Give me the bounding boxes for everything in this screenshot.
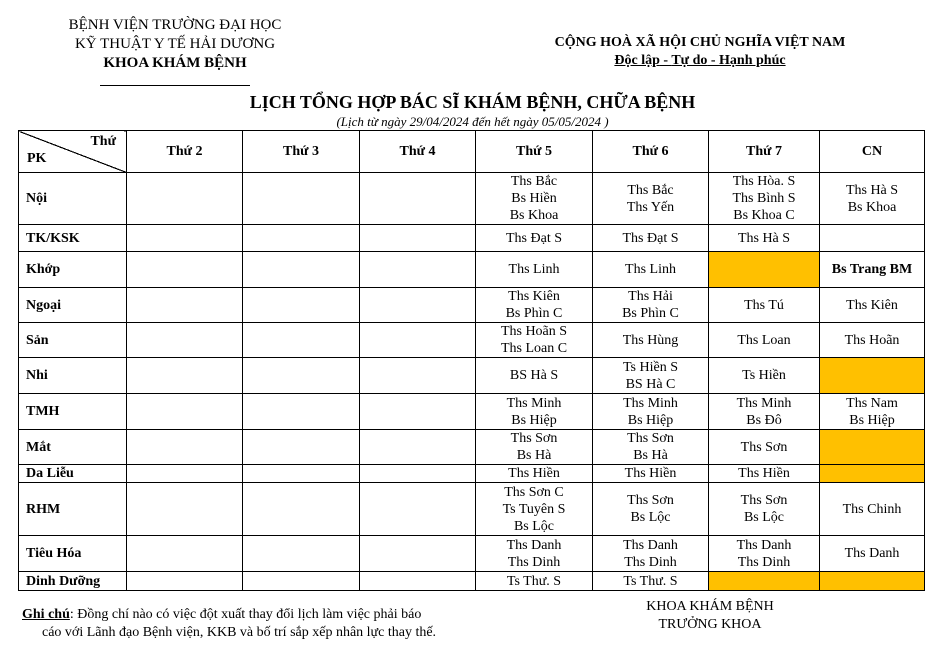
- schedule-cell-mat-thu2: [127, 430, 243, 465]
- national-header: [520, 34, 880, 70]
- hospital-name-line2: KỸ THUẬT Y TẾ HẢI DƯƠNG: [74, 36, 276, 52]
- doctor-name: Ths Bình S: [732, 191, 796, 206]
- schedule-cell-da-lieu-cn: [820, 465, 925, 483]
- doctor-name: Ths Hoãn S: [500, 324, 568, 339]
- doctor-name: Bs Hiền: [511, 191, 557, 206]
- col-header-thu7: Thứ 7: [709, 131, 820, 173]
- schedule-cell-nhi-thu4: [360, 358, 476, 394]
- clinic-name-rhm: RHM: [19, 483, 127, 536]
- schedule-cell-dinh-duong-thu5: [476, 572, 593, 591]
- clinic-name-noi: Nội: [19, 173, 127, 225]
- schedule-cell-tk-ksk-thu7: [709, 225, 820, 252]
- doctor-name: Ths Bắc: [510, 174, 558, 189]
- doctor-name: Ths Dinh: [737, 554, 791, 570]
- clinic-name-tieu-hoa: Tiêu Hóa: [19, 536, 127, 572]
- motto-separator-1: -: [659, 53, 672, 68]
- doctor-name: Ths Minh: [623, 395, 678, 411]
- doctor-name: Bs Lộc: [630, 510, 671, 525]
- schedule-cell-tmh-thu3: [243, 394, 360, 430]
- doctor-name: Ths Hòa. S: [732, 174, 796, 189]
- doctor-name: Bs Phìn C: [622, 306, 679, 321]
- department-name: KHOA KHÁM BỆNH: [103, 55, 247, 71]
- schedule-cell-ngoai-thu3: [243, 288, 360, 323]
- schedule-cell-noi-cn: [820, 173, 925, 225]
- schedule-cell-noi-thu7: [709, 173, 820, 225]
- doctor-name: Ths Danh: [844, 546, 900, 561]
- doctor-name: Ths Minh: [736, 395, 792, 411]
- schedule-cell-tk-ksk-cn: [820, 225, 925, 252]
- schedule-table: [18, 130, 925, 591]
- motto-independence: Độc lập: [614, 53, 660, 68]
- table-row: [19, 465, 925, 483]
- motto-separator-2: -: [707, 53, 720, 68]
- doctor-name: Ths Đạt S: [506, 230, 562, 246]
- schedule-cell-da-lieu-thu5: [476, 465, 593, 483]
- schedule-cell-nhi-thu6: [593, 358, 709, 394]
- clinic-name-dinh-duong: Dinh Dưỡng: [19, 572, 127, 591]
- schedule-cell-rhm-thu3: [243, 483, 360, 536]
- schedule-cell-noi-thu6: [593, 173, 709, 225]
- schedule-cell-da-lieu-thu3: [243, 465, 360, 483]
- schedule-cell-noi-thu4: [360, 173, 476, 225]
- doctor-name: Bs Hà: [633, 448, 668, 463]
- schedule-cell-rhm-thu4: [360, 483, 476, 536]
- doctor-name: BS Hà S: [509, 368, 559, 383]
- schedule-cell-dinh-duong-cn: [820, 572, 925, 591]
- schedule-cell-nhi-thu3: [243, 358, 360, 394]
- schedule-cell-tk-ksk-thu4: [360, 225, 476, 252]
- clinic-name-ngoai: Ngoại: [19, 288, 127, 323]
- schedule-title: LỊCH TỔNG HỢP BÁC SĨ KHÁM BỆNH, CHỮA BỆNH: [249, 92, 696, 112]
- clinic-name-khop: Khớp: [19, 252, 127, 288]
- schedule-cell-rhm-thu7: [709, 483, 820, 536]
- clinic-name-san: Sản: [19, 323, 127, 358]
- doctor-name: Ths Hùng: [622, 332, 679, 348]
- hospital-header: [40, 16, 310, 92]
- doctor-name: Ths Loan: [737, 332, 791, 348]
- schedule-cell-khop-thu5: [476, 252, 593, 288]
- doctor-name: Ths Tú: [744, 297, 784, 313]
- table-row: [19, 483, 925, 536]
- doctor-name: Ths Sơn: [740, 439, 788, 455]
- schedule-cell-rhm-cn: [820, 483, 925, 536]
- doctor-name: Ths Sơn: [510, 431, 558, 446]
- doctor-name: Ths Linh: [508, 262, 560, 277]
- schedule-cell-noi-thu5: [476, 173, 593, 225]
- schedule-cell-da-lieu-thu7: [709, 465, 820, 483]
- doctor-name: Ths Dinh: [507, 554, 561, 570]
- schedule-cell-tk-ksk-thu5: [476, 225, 593, 252]
- doctor-name: Ths Sơn: [740, 493, 788, 508]
- schedule-cell-nhi-thu5: [476, 358, 593, 394]
- doctor-name: Ths Minh: [506, 395, 562, 411]
- col-header-thu3: Thứ 3: [243, 131, 360, 173]
- doctor-name: Ths Chinh: [842, 501, 902, 517]
- col-header-cn: CN: [820, 131, 925, 173]
- doctor-name: Ths Đạt S: [622, 230, 679, 246]
- doctor-name: Ths Dinh: [624, 554, 677, 570]
- schedule-cell-khop-thu6: [593, 252, 709, 288]
- schedule-cell-tieu-hoa-thu5: [476, 536, 593, 572]
- doctor-name: Bs Hà: [516, 448, 552, 463]
- schedule-cell-tmh-thu6: [593, 394, 709, 430]
- doctor-name: Ths Kiên: [508, 289, 560, 304]
- doctor-name: Bs Hiệp: [511, 412, 557, 428]
- clinic-name-tk-ksk: TK/KSK: [19, 225, 127, 252]
- schedule-cell-tk-ksk-thu6: [593, 225, 709, 252]
- doctor-name: Ts Thư. S: [623, 573, 678, 589]
- doctor-name: Ths Danh: [736, 537, 792, 553]
- schedule-cell-tieu-hoa-thu4: [360, 536, 476, 572]
- doctor-name: Ths Loan C: [500, 341, 568, 356]
- hospital-name-line1: BỆNH VIỆN TRƯỜNG ĐẠI HỌC: [68, 17, 282, 33]
- schedule-cell-tieu-hoa-thu3: [243, 536, 360, 572]
- table-row: [19, 536, 925, 572]
- doctor-name: Ths Hiền: [508, 466, 560, 481]
- schedule-cell-dinh-duong-thu3: [243, 572, 360, 591]
- national-motto: [520, 52, 880, 70]
- table-row: [19, 358, 925, 394]
- schedule-cell-ngoai-cn: [820, 288, 925, 323]
- schedule-cell-san-thu3: [243, 323, 360, 358]
- clinic-name-tmh: TMH: [19, 394, 127, 430]
- doctor-name: Bs Lộc: [743, 510, 785, 525]
- schedule-cell-mat-cn: [820, 430, 925, 465]
- doctor-name: Ths Hải: [628, 289, 673, 304]
- doctor-name: Bs Khoa C: [733, 208, 795, 223]
- col-header-thu4: Thứ 4: [360, 131, 476, 173]
- schedule-cell-nhi-cn: [820, 358, 925, 394]
- schedule-cell-tk-ksk-thu2: [127, 225, 243, 252]
- doctor-name: Ths Sơn: [627, 431, 674, 446]
- doctor-name: Ts Hiền S: [622, 359, 679, 375]
- doctor-name: Bs Đô: [746, 412, 782, 428]
- table-header-row: [19, 131, 925, 173]
- department-underline: [100, 85, 250, 86]
- doctor-name: Ts Hiền: [742, 368, 786, 383]
- schedule-cell-san-thu2: [127, 323, 243, 358]
- table-row: [19, 288, 925, 323]
- schedule-cell-rhm-thu5: [476, 483, 593, 536]
- table-row: [19, 173, 925, 225]
- schedule-cell-tieu-hoa-thu2: [127, 536, 243, 572]
- doctor-name: Ths Nam: [846, 395, 898, 411]
- doctor-name: Bs Phìn C: [505, 306, 563, 321]
- schedule-cell-mat-thu6: [593, 430, 709, 465]
- doctor-name: Bs Khoa: [847, 199, 897, 215]
- col-header-thu6: Thứ 6: [593, 131, 709, 173]
- schedule-cell-ngoai-thu5: [476, 288, 593, 323]
- footnote-line2: cáo với Lãnh đạo Bệnh viện, KKB và bố trí sắp xếp nhân lực thay thế.: [42, 625, 437, 640]
- schedule-cell-san-thu4: [360, 323, 476, 358]
- table-row: [19, 225, 925, 252]
- schedule-cell-dinh-duong-thu2: [127, 572, 243, 591]
- doctor-name: Ths Danh: [506, 537, 562, 553]
- schedule-cell-san-thu6: [593, 323, 709, 358]
- schedule-cell-san-cn: [820, 323, 925, 358]
- schedule-cell-san-thu5: [476, 323, 593, 358]
- doctor-name: BS Hà C: [625, 376, 676, 392]
- table-row: [19, 323, 925, 358]
- schedule-cell-san-thu7: [709, 323, 820, 358]
- schedule-cell-ngoai-thu4: [360, 288, 476, 323]
- schedule-cell-ngoai-thu7: [709, 288, 820, 323]
- doctor-name: Ths Hoãn: [844, 332, 900, 348]
- schedule-cell-nhi-thu7: [709, 358, 820, 394]
- schedule-cell-nhi-thu2: [127, 358, 243, 394]
- doctor-name: Ths Yến: [626, 199, 675, 215]
- schedule-cell-tmh-cn: [820, 394, 925, 430]
- schedule-cell-tieu-hoa-cn: [820, 536, 925, 572]
- doctor-name: Bs Lộc: [513, 518, 555, 534]
- schedule-cell-tmh-thu4: [360, 394, 476, 430]
- schedule-cell-ngoai-thu6: [593, 288, 709, 323]
- table-row: [19, 394, 925, 430]
- schedule-cell-da-lieu-thu6: [593, 465, 709, 483]
- corner-day-label: Thứ: [90, 134, 116, 149]
- doctor-name: Ths Sơn C: [504, 484, 564, 500]
- footnote-label: Ghi chú: [22, 607, 70, 622]
- doctor-name: Ths Kiên: [846, 297, 898, 313]
- schedule-cell-mat-thu7: [709, 430, 820, 465]
- schedule-cell-khop-thu7: [709, 252, 820, 288]
- doctor-name: Ts Thư. S: [506, 573, 562, 589]
- doctor-name: Ths Bắc: [627, 182, 674, 198]
- doctor-name: Bs Trang BM: [831, 262, 913, 277]
- table-row: [19, 430, 925, 465]
- schedule-cell-tmh-thu7: [709, 394, 820, 430]
- table-row: [19, 252, 925, 288]
- schedule-cell-mat-thu5: [476, 430, 593, 465]
- footnote: [22, 606, 436, 642]
- schedule-cell-dinh-duong-thu7: [709, 572, 820, 591]
- national-title: CỘNG HOÀ XÃ HỘI CHỦ NGHĨA VIỆT NAM: [554, 35, 846, 50]
- signature-department: KHOA KHÁM BỆNH: [646, 599, 774, 614]
- signature-role: TRƯỞNG KHOA: [658, 617, 762, 632]
- schedule-cell-mat-thu3: [243, 430, 360, 465]
- schedule-date-range: (Lịch từ ngày 29/04/2024 đến hết ngày 05/05/2024 ): [336, 114, 609, 129]
- schedule-cell-da-lieu-thu4: [360, 465, 476, 483]
- schedule-cell-da-lieu-thu2: [127, 465, 243, 483]
- corner-header-cell: [19, 131, 127, 173]
- doctor-name: Ths Hà S: [845, 182, 899, 198]
- col-header-thu5: Thứ 5: [476, 131, 593, 173]
- schedule-cell-khop-thu3: [243, 252, 360, 288]
- schedule-cell-ngoai-thu2: [127, 288, 243, 323]
- doctor-name: Ths Hiền: [624, 466, 677, 481]
- corner-pk-label: PK: [27, 151, 47, 166]
- col-header-thu2: Thứ 2: [127, 131, 243, 173]
- doctor-name: Ths Hà S: [737, 230, 791, 246]
- schedule-cell-khop-thu4: [360, 252, 476, 288]
- schedule-cell-rhm-thu2: [127, 483, 243, 536]
- schedule-cell-khop-cn: [820, 252, 925, 288]
- doctor-name: Bs Khoa: [509, 208, 559, 223]
- schedule-cell-dinh-duong-thu4: [360, 572, 476, 591]
- table-row: [19, 572, 925, 591]
- schedule-cell-dinh-duong-thu6: [593, 572, 709, 591]
- signature-block: [620, 598, 800, 634]
- schedule-cell-rhm-thu6: [593, 483, 709, 536]
- doctor-name: Bs Hiệp: [627, 412, 674, 428]
- clinic-name-mat: Mắt: [19, 430, 127, 465]
- schedule-cell-khop-thu2: [127, 252, 243, 288]
- schedule-cell-tieu-hoa-thu7: [709, 536, 820, 572]
- footnote-line1: : Đồng chí nào có việc đột xuất thay đổi lịch làm việc phải báo: [69, 607, 422, 622]
- doctor-name: Ths Danh: [623, 537, 678, 553]
- motto-happiness: Hạnh phúc: [719, 53, 786, 68]
- schedule-cell-tk-ksk-thu3: [243, 225, 360, 252]
- doctor-name: Bs Hiệp: [849, 412, 895, 428]
- schedule-cell-noi-thu3: [243, 173, 360, 225]
- clinic-name-da-lieu: Da Liễu: [19, 465, 127, 483]
- schedule-cell-mat-thu4: [360, 430, 476, 465]
- schedule-cell-tieu-hoa-thu6: [593, 536, 709, 572]
- schedule-cell-noi-thu2: [127, 173, 243, 225]
- motto-freedom: Tự do: [671, 53, 708, 68]
- doctor-name: Ths Hiền: [738, 466, 790, 481]
- doctor-name: Ths Sơn: [627, 493, 674, 508]
- doctor-name: Ths Linh: [625, 262, 676, 277]
- doctor-name: Ts Tuyên S: [502, 501, 566, 517]
- clinic-name-nhi: Nhi: [19, 358, 127, 394]
- schedule-cell-tmh-thu2: [127, 394, 243, 430]
- schedule-cell-tmh-thu5: [476, 394, 593, 430]
